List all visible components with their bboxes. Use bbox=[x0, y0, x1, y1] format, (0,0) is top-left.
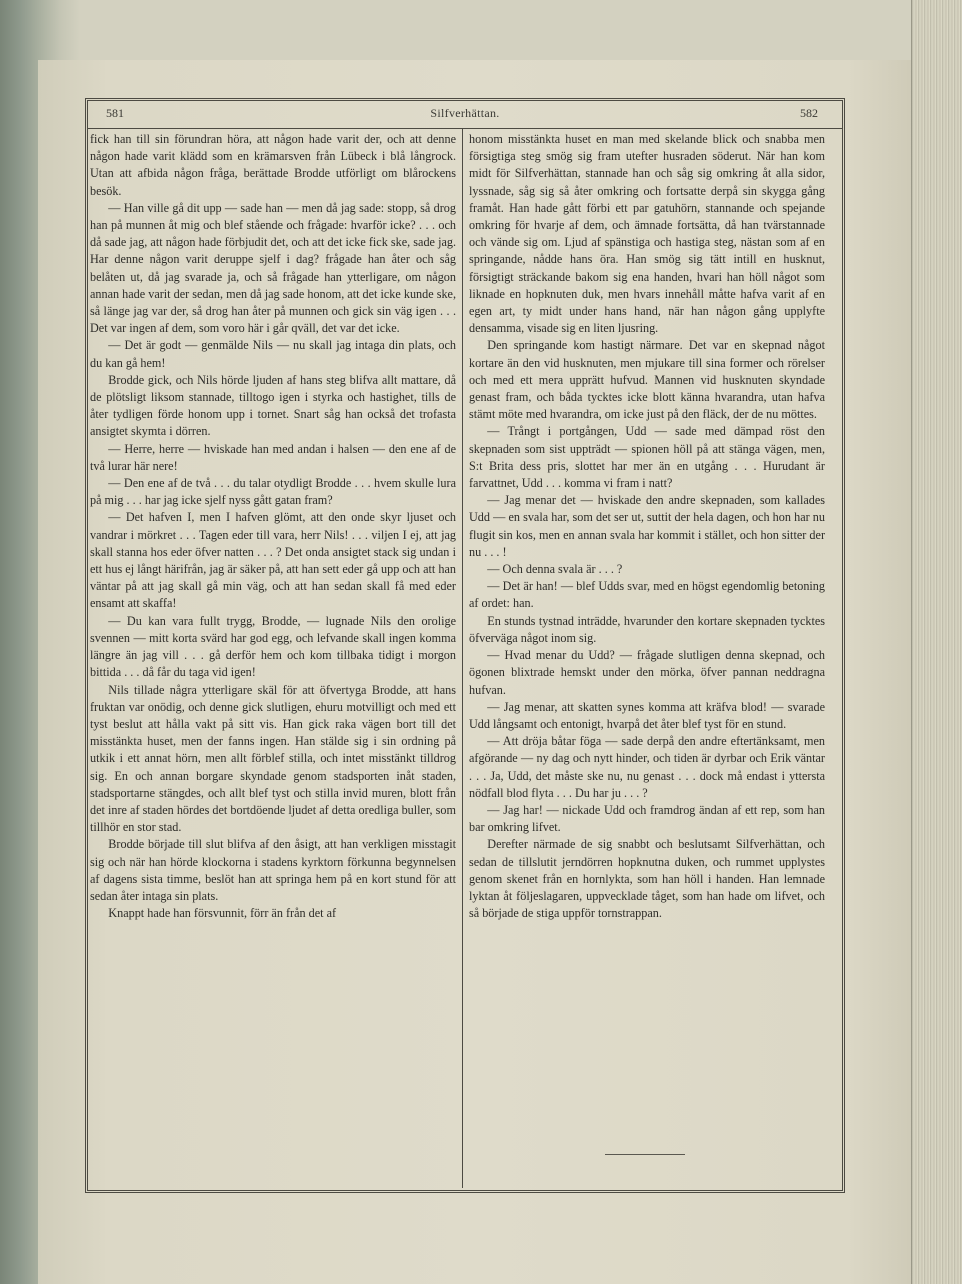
paragraph: Brodde började till slut blifva af den åsigt, att han verkligen misstagit sig och när han hörde klockorna i stadens kyrktorn förkunna begynnelsen af dagens sista timme, beslöt han att springa hem på en kort stund för att sedan åter intaga sin plats. bbox=[90, 837, 456, 903]
header-rule bbox=[88, 128, 842, 129]
paragraph: — Jag har! — nickade Udd och framdrog ändan af ett rep, som han bar omkring lifvet. bbox=[469, 802, 825, 835]
column-divider bbox=[462, 128, 463, 1188]
right-column bbox=[469, 131, 825, 922]
paragraph: honom misstänkta huset en man med skelande blick och snabba men försigtiga steg smög sig fram utefter husraden söderut. När han kom midt för Silfverhättan, stannade han och såg sig omkring åt alla sidor, lyssnade, såg sig så åter omkring och fortsatte derpå sin skygga gång framåt. Han hade gått förbi ett par gatuhörn, stannande och spejande omkring för hvarje af dem, och ämnade fortsätta, då han tvärstannade och vände sig om. Ljud af spänstiga och hastiga steg, nästan som af en springande, nådde hans öra. Han smög sig tätt intill en husknut, försigtigt sträckande bakom sig ena handen, hvari han höll något som liknade en hopknuten duk, men hvars innehåll måtte hafva varit af en egen art, ty midt under hans hand, när han någon gång upplyfte densamma, visade sig en liten ljusring. bbox=[469, 132, 825, 336]
paragraph: Nils tillade några ytterligare skäl för att öfvertyga Brodde, att hans fruktan var onödig, och denne gick slutligen, ehuru motvilligt och med ett tyst beslut att hålla vakt på sitt vis. Han gick raka vägen bort till det misstänkta huset, men der fanns ingen. Han stälde sig i sin ordning på utkik i ett annat hörn, men allt förblef stilla, och intet misstänkt tilldrog sig. En och annan borgare skyndade genom stadsporten inåt staden, stadsportarne stängdes, och allt blef tyst och stilla invid muren, blott från det inre af staden hördes det bortdöende ljudet af detta oredliga buller, som tillhör en stor stad. bbox=[90, 682, 456, 835]
paragraph: Knappt hade han försvunnit, förr än från det af bbox=[108, 906, 337, 921]
paragraph: — Det är godt — genmälde Nils — nu skall jag intaga din plats, och du kan gå hem! bbox=[90, 338, 456, 370]
paragraph: Den springande kom hastigt närmare. Det var en skepnad något kortare än den vid husknuten, men mjukare till sina former och rörelser och med ett mera upprätt hufvud. Mannen vid husknuten skyndade genast fram, och båda tycktes icke blott känna hvarandra, utan hafva stämt möte med hvarandra, om icke just på den fläck, der de nu möttes. bbox=[469, 338, 825, 422]
paragraph: En stunds tystnad inträdde, hvarunder den kortare skepnaden tycktes öfverväga något inom sig. bbox=[469, 613, 825, 645]
paragraph: — Trångt i portgången, Udd — sade med dämpad röst den skepnaden som sist uppträdt — spionen höll på att stänga vägen, men, S:t Brita dess pris, slottet har mer än en utgång . . . Hurudant är farvattnet, Udd . . . komma vi fram i natt? bbox=[469, 424, 825, 491]
right-page-number: 582 bbox=[800, 106, 818, 120]
paragraph: Derefter närmade de sig snabbt och beslutsamt Silfverhättan, och sedan de tillslutit jerndörren hopknutna duken, och rummet upplystes genom skenet från en hornlykta, som han höll i handen. Han lemnade lyktan åt följeslagaren, uppvecklade tåget, som han hade om lifvet, och så började de stiga uppför tornstrappan. bbox=[469, 837, 825, 921]
paragraph: — Jag menar det — hviskade den andre skepnaden, som kallades Udd — en svala har, som det ser ut, suttit der hela dagen, och hon har nu flugit sin kos, men en annan svala har kommit i stället, och hon sitter der nu . . . ! bbox=[469, 493, 825, 559]
page-edges bbox=[911, 0, 962, 1284]
chapter-end-rule bbox=[605, 1154, 685, 1155]
paragraph: — Han ville gå dit upp — sade han — men då jag sade: stopp, så drog han på munnen åt mig och blef stående och frågade: hvarför icke? . . . och då sade jag, att någon hade förbjudit det, och att det icke fick ske, sade jag. Har denne någon varit deruppe sjelf i dag? frågade han åter och såg belåten ut, då jag svarade ja, och så frågade han ytterligare, om någon annan hade varit der sedan, men då jag sade honom, att det icke kunde ske, så länge jag var der, så drog han åter på munnen och gick sin väg igen . . . Det var ingen af dem, som voro här i går qväll, det var det icke. bbox=[90, 200, 456, 336]
left-column bbox=[90, 131, 456, 922]
paragraph: — Att dröja båtar föga — sade derpå den andre eftertänksamt, men afgörande — ny dag och nytt hinder, och tiden är dyrbar och Erik väntar . . . Ja, Udd, det måste ske nu, nu genast . . . dock må endast i yttersta nödfall blod flyta . . . Du har ju . . . ? bbox=[469, 734, 825, 800]
paragraph: — Herre, herre — hviskade han med andan i halsen — den ene af de två lurar här nere! bbox=[90, 441, 456, 473]
paragraph: — Den ene af de två . . . du talar otydligt Brodde . . . hvem skulle lura på mig . . . har jag icke sjelf nyss gått gatan fram? bbox=[90, 476, 456, 508]
paragraph: fick han till sin förundran höra, att någon hade varit der, och att denne någon hade varit klädd som en krämarsven från Lübeck i blå långrock. Utan att afbida någon fråga, berättade Brodde utförligt om blårockens besök. bbox=[90, 132, 456, 198]
paragraph: — Och denna svala är . . . ? bbox=[487, 562, 623, 577]
paragraph: — Hvad menar du Udd? — frågade slutligen denna skepnad, och ögonen blixtrade hemskt under den mörka, öfver pannan neddragna hufvan. bbox=[469, 648, 825, 697]
paragraph: Brodde gick, och Nils hörde ljuden af hans steg blifva allt mattare, då de plötsligt liksom stannade, tilltogo igen i styrka och hastighet, tills de åter tydligen förde honom upp i tornet. Snart såg han också det trofasta ansigtet skymta i dörren. bbox=[90, 372, 456, 439]
running-title: Silfverhättan. bbox=[430, 106, 500, 120]
paragraph: — Du kan vara fullt trygg, Brodde, — lugnade Nils den orolige svennen — mitt korta svärd har god egg, och lefvande skall ingen komma längre än jag vill . . . gå derför hem och kom tillbaka tidigt i morgon bittida . . . då får du taga vid igen! bbox=[90, 613, 456, 680]
paragraph: — Jag menar, att skatten synes komma att kräfva blod! — svarade Udd långsamt och entonigt, hvarpå det åter blef tyst för en stund. bbox=[469, 699, 825, 731]
left-page-number: 581 bbox=[106, 106, 124, 120]
paragraph: — Det är han! — blef Udds svar, med en högst egendomlig betoning af ordet: han. bbox=[469, 579, 825, 611]
paragraph: — Det hafven I, men I hafven glömt, att den onde skyr ljuset och vandrar i mörkret . . . Tagen eder till vara, herr Nils! . . . viljen I ej, att jag skall stanna hos eder öfver natten . . . ? Det onda ansigtet stack sig undan i ett hus ej långt härifrån, jag är säker på, att han sett eder gå upp och att han väntar på att jag skall gå min väg, och att han sedan skall få med eder ensamt att skaffa! bbox=[90, 510, 456, 611]
